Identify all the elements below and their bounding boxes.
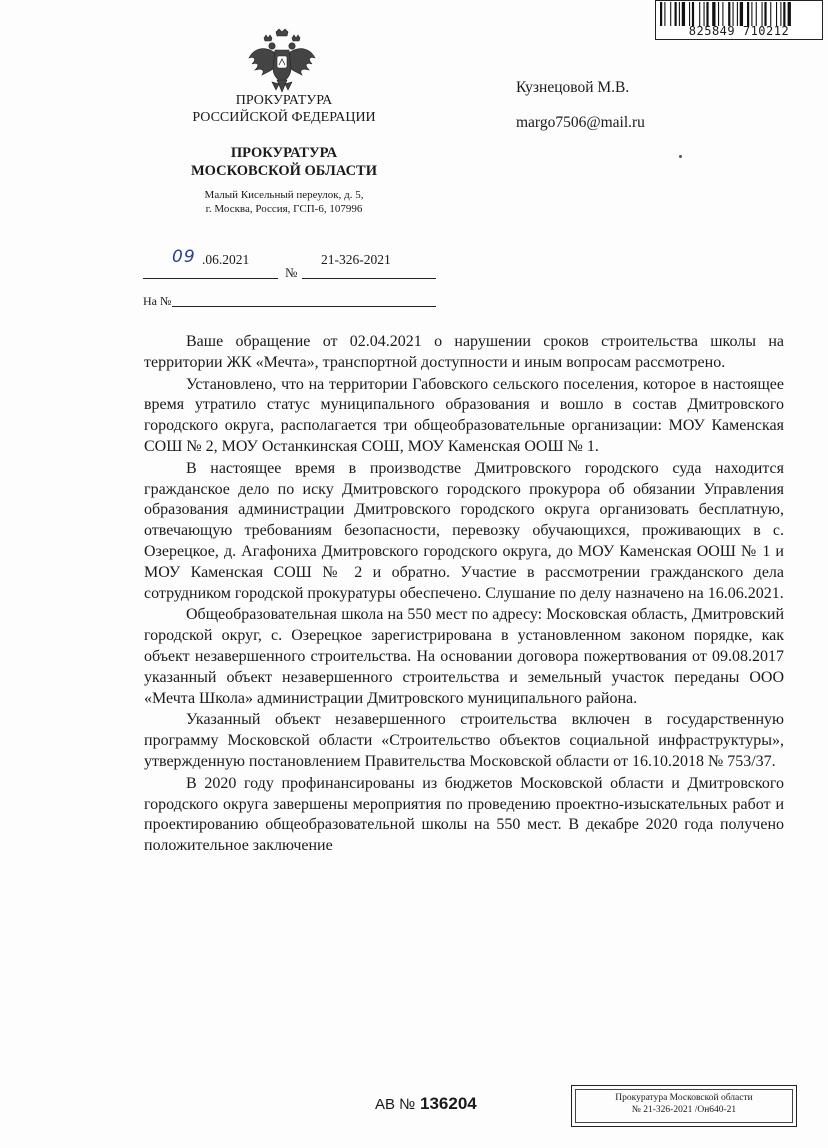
barcode-number: 825849 710212 [688, 24, 790, 38]
registration-date: .06.2021 [202, 252, 250, 267]
registration-number: 21-326-2021 [321, 252, 391, 267]
sender-line-4: МОСКОВСКОЙ ОБЛАСТИ [190, 163, 377, 179]
sender-name [150, 92, 418, 126]
barcode-bars [660, 2, 820, 26]
sender-department [150, 144, 418, 180]
date-underline [143, 278, 278, 279]
paragraph-1: Ваше обращение от 02.04.2021 о нарушении сроков строительства школы на территории ЖК «Мечта», транспортной доступности и иным вопросам рассмотрено. [144, 333, 784, 371]
letter-body [144, 332, 784, 857]
form-serial-label: АВ № [375, 1096, 416, 1113]
reference-label: На № [143, 294, 172, 308]
paragraph-2: Установлено, что на территории Габовского сельского поселения, которое в настоящее время утратило статус муниципального образования и вошло в состав Дмитровского городского округа, располагается три общеобразовательные организации: МОУ Каменская СОШ № 2, МОУ Останкинская СОШ, МОУ Каменская ООШ № 1. [144, 375, 784, 455]
sender-line-3: ПРОКУРАТУРА [230, 145, 338, 161]
recipient-name: Кузнецовой М.В. [516, 79, 630, 96]
sender-address [150, 188, 418, 216]
scan-speck [679, 155, 682, 158]
number-underline [302, 278, 436, 279]
paragraph-3: В настоящее время в производстве Дмитровского городского суда находится гражданское дело по иску Дмитровского городского прокурора об обязании Управления образования администрации Дмитровского городского округа организовать бесплатную, отвечающую требованиям безопасности, перевозку обучающихся, проживающих в с. Озерецкое, д. Агафониха Дмитровского городского округа, до МОУ Каменская ООШ № 1 и МОУ Каменская СОШ № 2 и обратно. Участие в рассмотрении гражданского дела сотрудником городской прокуратуры обеспечено. Слушание по делу назначено на 16.06.2021. [144, 459, 784, 602]
registration-no-label: № [285, 265, 298, 280]
form-serial [375, 1094, 477, 1114]
coat-of-arms-emblem-icon [246, 28, 318, 98]
paragraph-6: В 2020 году профинансированы из бюджетов Московской области и Дмитровского городского округа завершены мероприятия по проведению проектно-изыскательных работ и проектированию общеобразовательной школы на 550 мест. В декабре 2020 года получено положительное заключение [144, 774, 784, 855]
stamp-line-2: № 21-326-2021 /Он640-21 [631, 1105, 737, 1115]
reference-underline [172, 306, 436, 307]
paragraph-4: Общеобразовательная школа на 550 мест по адресу: Московская область, Дмитровский городской округ, с. Озерецкое зарегистрирована в установленном законом порядке, как объект незавершенного строительства. На основании договора пожертвования от 09.08.2017 указанный объект незавершенного строительства и земельный участок переданы ООО «Мечта Школа» администрации Дмитровского муниципального района. [144, 606, 784, 707]
sender-line-2: РОССИЙСКОЙ ФЕДЕРАЦИИ [192, 110, 376, 125]
sender-address-1: Малый Кисельный переулок, д. 5, [204, 189, 364, 201]
stamp-line-1: Прокуратура Московской области [615, 1093, 753, 1103]
paragraph-5: Указанный объект незавершенного строительства включен в государственную программу Московской области «Строительство объектов социальной инфраструктуры», утвержденную постановлением Правительства Московской области от 16.10.2018 № 753/37. [144, 711, 784, 770]
sender-address-2: г. Москва, Россия, ГСП-6, 107996 [205, 203, 363, 215]
registration-day-handwritten: 09 [172, 247, 196, 267]
recipient-email: margo7506@mail.ru [516, 114, 645, 131]
sender-line-1: ПРОКУРАТУРА [235, 93, 333, 108]
registration-stamp [571, 1085, 797, 1127]
form-serial-number: 136204 [420, 1094, 477, 1113]
barcode [655, 0, 823, 40]
